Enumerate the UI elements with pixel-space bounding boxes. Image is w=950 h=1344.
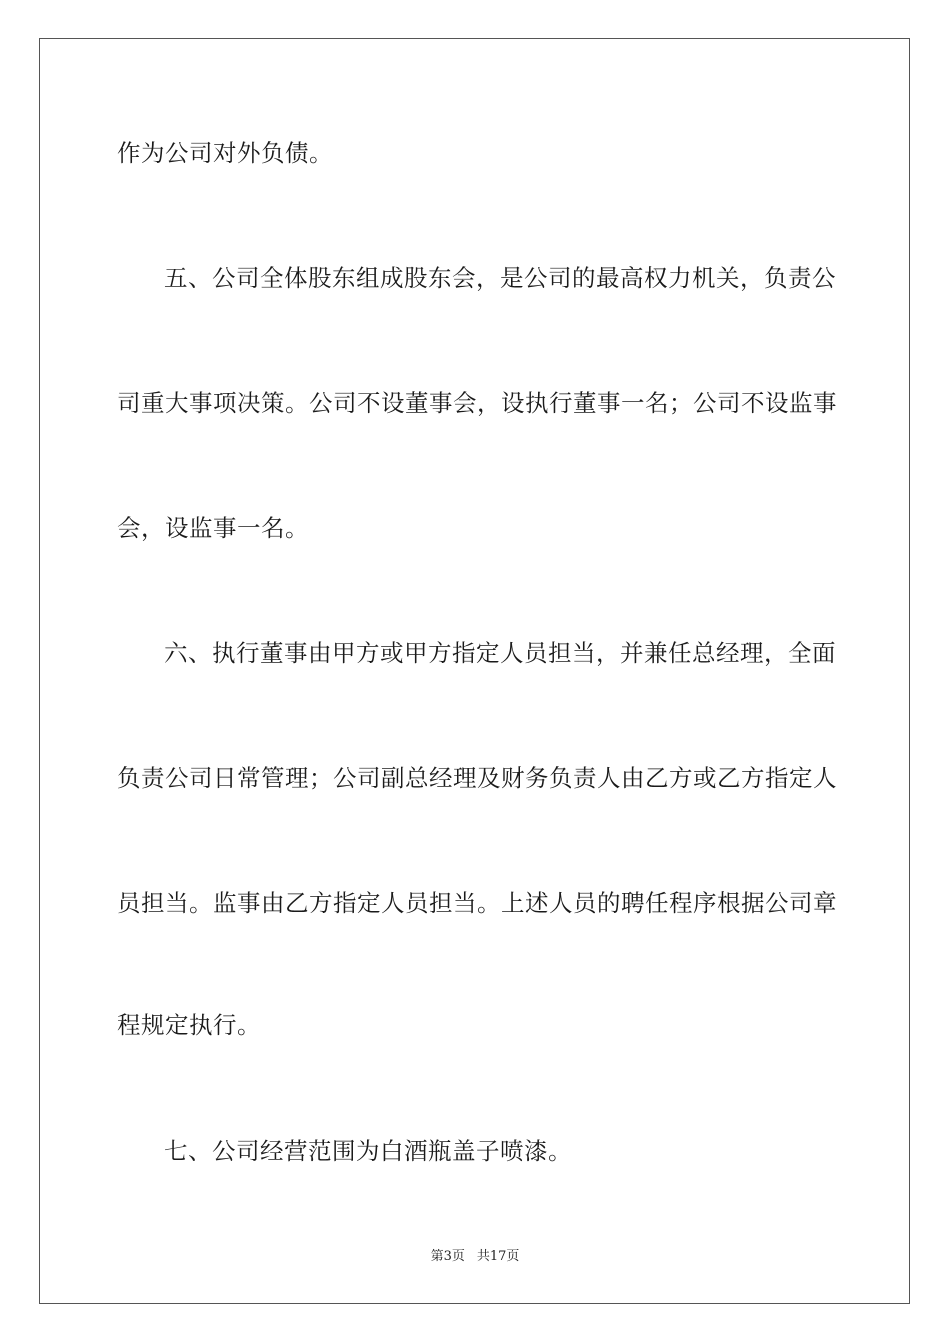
text-line-4: 会，设监事一名。 xyxy=(117,514,309,542)
text-line-7: 员担当。监事由乙方指定人员担当。上述人员的聘任程序根据公司章 xyxy=(117,889,837,917)
text-line-3: 司重大事项决策。公司不设董事会，设执行董事一名；公司不设监事 xyxy=(117,389,837,417)
page-border xyxy=(39,38,910,1304)
page-footer xyxy=(0,1248,950,1266)
page-total: 共17页 xyxy=(476,1249,520,1264)
text-line-2: 五、公司全体股东组成股东会，是公司的最高权力机关，负责公 xyxy=(164,264,836,292)
text-line-9: 七、公司经营范围为白酒瓶盖子喷漆。 xyxy=(164,1137,572,1165)
text-line-8: 程规定执行。 xyxy=(117,1011,261,1039)
text-line-1: 作为公司对外负债。 xyxy=(117,139,333,167)
text-line-5: 六、执行董事由甲方或甲方指定人员担当，并兼任总经理，全面 xyxy=(164,639,836,667)
page-number: 第3页 xyxy=(430,1249,465,1264)
text-line-6: 负责公司日常管理；公司副总经理及财务负责人由乙方或乙方指定人 xyxy=(117,764,837,792)
